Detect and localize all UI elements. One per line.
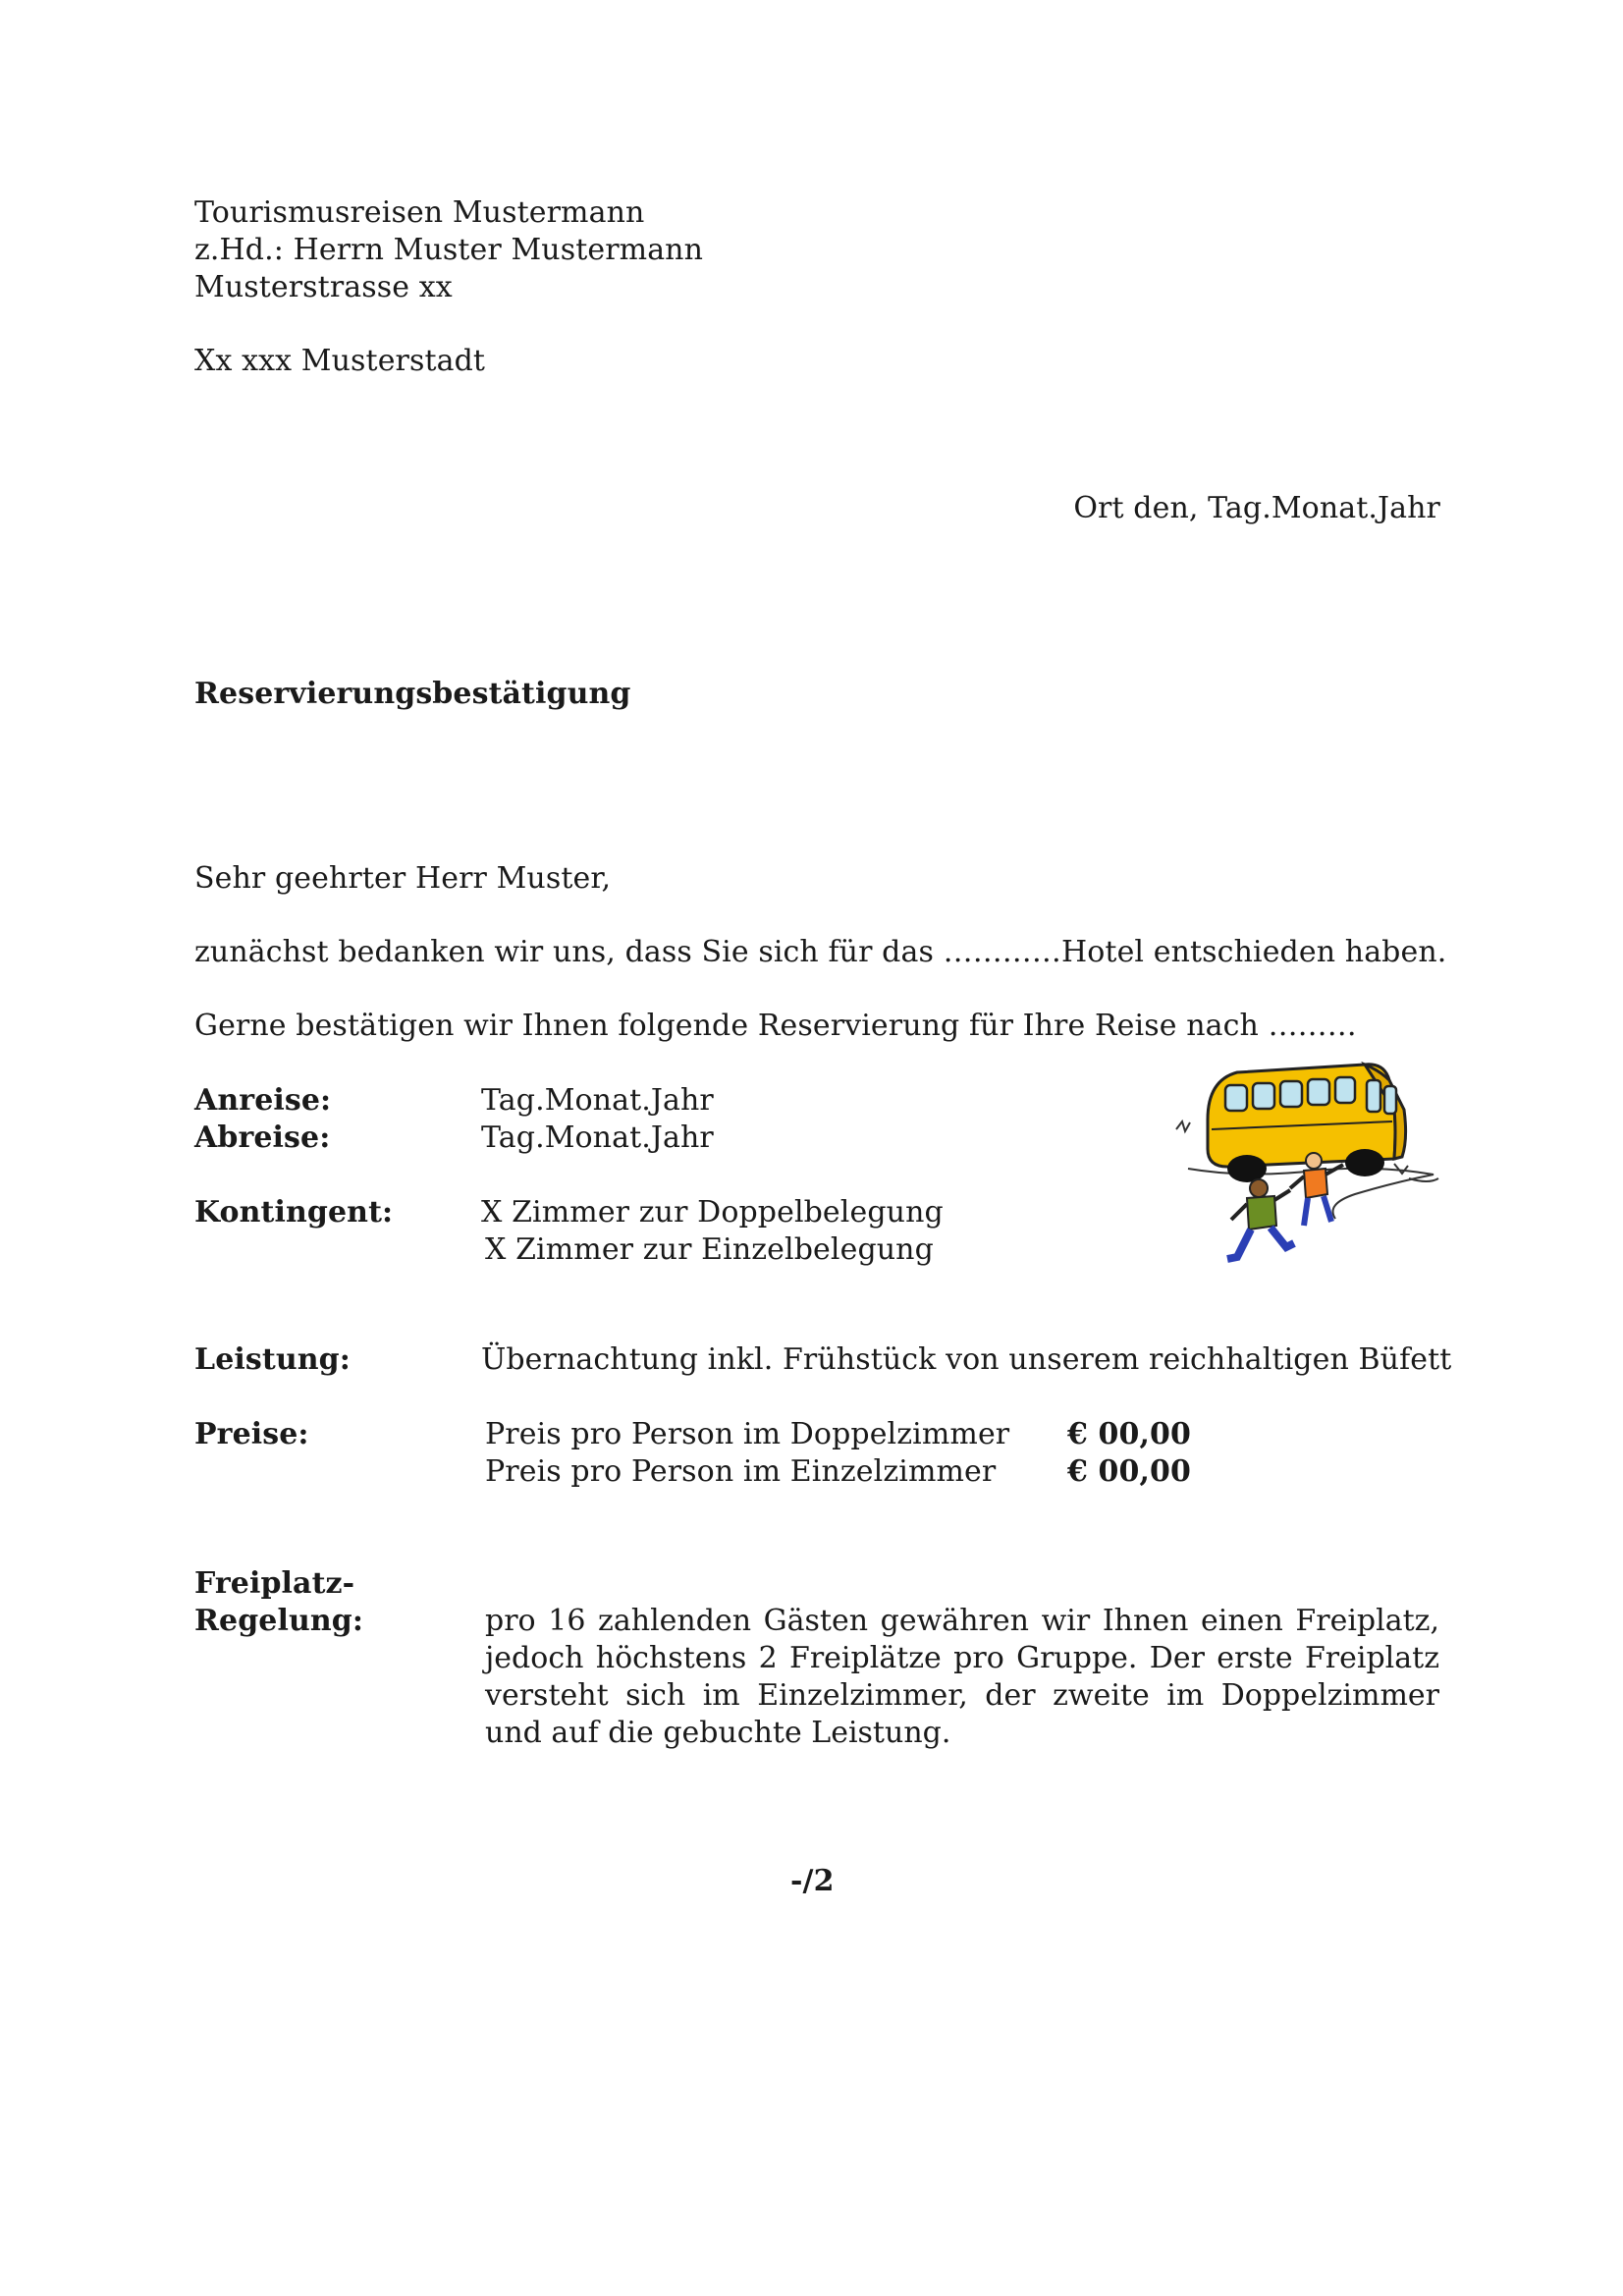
date-line: Ort den, Tag.Monat.Jahr [1073, 491, 1440, 525]
recipient-attention: z.Hd.: Herrn Muster Mustermann [194, 233, 704, 267]
leistung-label: Leistung: [194, 1342, 351, 1377]
paragraph-confirmation: Gerne bestätigen wir Ihnen folgende Reservierung für Ihre Reise nach ……… [194, 1009, 1357, 1043]
recipient-city: Xx xxx Musterstadt [194, 344, 486, 378]
school-bus-icon [1168, 1051, 1463, 1286]
freiplatz-label-line2: Regelung: [194, 1604, 364, 1638]
price-value-double: € 00,00 [1067, 1417, 1191, 1451]
price-row-double: Preis pro Person im Doppelzimmer [485, 1417, 1010, 1451]
kontingent-label: Kontingent: [194, 1195, 394, 1230]
freiplatz-text: pro 16 zahlenden Gästen gewähren wir Ihnen einen Freiplatz, jedoch höchstens 2 Freiplätze pro Gruppe. Der erste Freiplatz versteht sich im Einzelzimmer, der zweite im Doppelzimmer und auf die gebuchte Leistung. [485, 1604, 1439, 1750]
freiplatz-label-line1: Freiplatz- [194, 1566, 355, 1601]
price-value-single: € 00,00 [1067, 1454, 1191, 1489]
recipient-street: Musterstrasse xx [194, 270, 453, 304]
kontingent-double: X Zimmer zur Doppelbelegung [481, 1195, 944, 1230]
abreise-value: Tag.Monat.Jahr [481, 1121, 714, 1155]
paragraph-thanks: zunächst bedanken wir uns, dass Sie sich für das …………Hotel entschieden haben. [194, 935, 1447, 969]
recipient-company: Tourismusreisen Mustermann [194, 195, 645, 230]
anreise-value: Tag.Monat.Jahr [481, 1083, 714, 1118]
kontingent-single: X Zimmer zur Einzelbelegung [485, 1232, 934, 1267]
subject-line: Reservierungsbestätigung [194, 677, 631, 711]
price-row-single: Preis pro Person im Einzelzimmer [485, 1454, 997, 1489]
recipient-address [194, 194, 703, 380]
abreise-label: Abreise: [194, 1121, 331, 1155]
page-number: -/2 [790, 1864, 835, 1898]
preise-label: Preise: [194, 1417, 309, 1451]
salutation: Sehr geehrter Herr Muster, [194, 861, 612, 896]
anreise-label: Anreise: [194, 1083, 332, 1118]
leistung-value: Übernachtung inkl. Frühstück von unserem reichhaltigen Büfett [481, 1342, 1452, 1377]
